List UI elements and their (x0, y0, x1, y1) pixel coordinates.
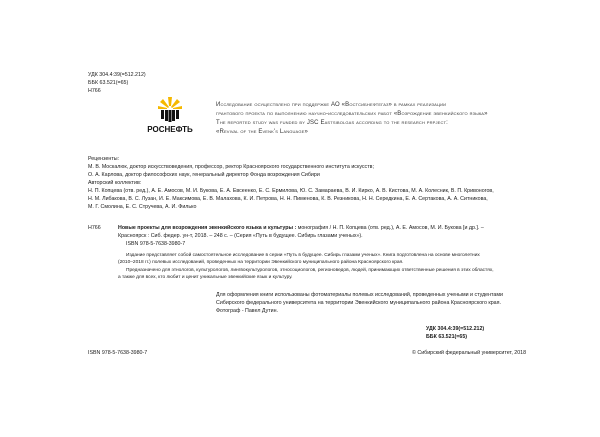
bbk-code-right: ББК 63.521(=65) (426, 334, 468, 340)
footer-copyright: © Сибирский федеральный университет, 2018 (412, 350, 527, 356)
bib-author-mark: Н766 (88, 225, 101, 231)
bib-line-1 (118, 225, 484, 232)
photo-note-1: Для оформления книги использованы фотоматериалы полевых исследований, проведенных учеными и студентами (216, 292, 503, 298)
rosneft-emblem-icon (140, 94, 200, 136)
authors-heading: Авторский коллектив: (88, 180, 142, 186)
logo-wordmark: РОСНЕФТЬ (147, 125, 193, 134)
author-mark: Н766 (88, 88, 101, 94)
photo-note-2: Сибирского федерального университета на территории Эвенкийского муниципального района Красноярского края. (216, 300, 501, 306)
photo-note-3: Фотограф - Павел Дутин. (216, 308, 279, 314)
abstract-line-3: Предназначено для этнологов, культурологов, лингвокультурологов, этносоциологов, регионоведов, людей, принимающих ответственные решения в этих областях, (126, 268, 494, 273)
bib-isbn: ISBN 978-5-7638-3980-7 (126, 241, 186, 247)
authors-line-3: М. Г. Смолина, Е. С. Стручева, А. И. Филько (88, 204, 197, 210)
udk-code: УДК 304.4:39(=512.212) (88, 72, 146, 78)
reviewer-2: О. А. Карлова, доктор философских наук, генеральный директор Фонда возрождения Сибири (88, 172, 320, 178)
grant-line-1: Исследование осуществлено при поддержке АО «Востсибнефтегаз» в рамках реализации (216, 102, 447, 108)
reviewers-heading: Рецензенты: (88, 156, 120, 162)
bib-line-2: Красноярск : Сиб. федер. ун-т, 2018. – 248 с. – (Серия «Путь в будущее. Сибирь глазами ученых»). (118, 233, 363, 239)
grant-line-2: грантового проекта по выполнению научно-исследовательских работ «Возрождение эвенкийского языка» (216, 111, 488, 117)
footer-isbn: ISBN 978-5-7638-3980-7 (88, 350, 148, 356)
authors-line-1: Н. П. Копцева (отв. ред.), А. Е. Амосов, М. И. Букова, Е. А. Евсеенко, Е. С. Ермилова, Ю. С. Замараева, В. И. Кирко, А. В. Кистова, М. А. Колесник, В. П. Кривоногов, (88, 188, 494, 194)
grant-line-3: The reported study was funded by JSC Eastsibolgas according to the research prpject: (216, 120, 448, 126)
bbk-code: ББК 63.521(=65) (88, 80, 129, 86)
reviewer-1: М. В. Москалюк, доктор искусствоведения, профессор, ректор Красноярского государственного института искусств; (88, 164, 374, 170)
abstract-line-2: (2010–2018 гг.) полевых исследований, проведенных на территории Эвенкийского муниципального района Красноярского края. (118, 260, 404, 265)
abstract-line-1: Издание представляет собой самостоятельное исследование в серии «Путь в будущее. Сибирь глазами ученых». Книга подготовлена на основе многолетних (126, 253, 480, 258)
rosneft-logo (140, 94, 200, 136)
abstract-line-4: а также для всех, кто любит и ценит уникальные эвенкийские язык и культуру. (118, 275, 293, 280)
bib-title: Новые проекты для возрождения эвенкийского языка и культуры : (118, 225, 297, 231)
authors-line-2: Н. М. Либакова, В. С. Лузан, И. Е. Максимова, Е. В. Малахова, К. И. Петрова, Н. Н. Пименова, К. В. Резникова, Н. Н. Середкина, Е. А. Сертакова, А. А. Ситникова, (88, 196, 488, 202)
udk-code-right: УДК 304.4:39(=512.212) (426, 326, 485, 332)
bib-responsibility: монография / Н. П. Копцева (отв. ред.), А. Е. Амосов, М. И. Букова [и др.]. – (296, 225, 484, 231)
grant-line-4: «Revival of the Evenk's Language» (216, 129, 308, 135)
